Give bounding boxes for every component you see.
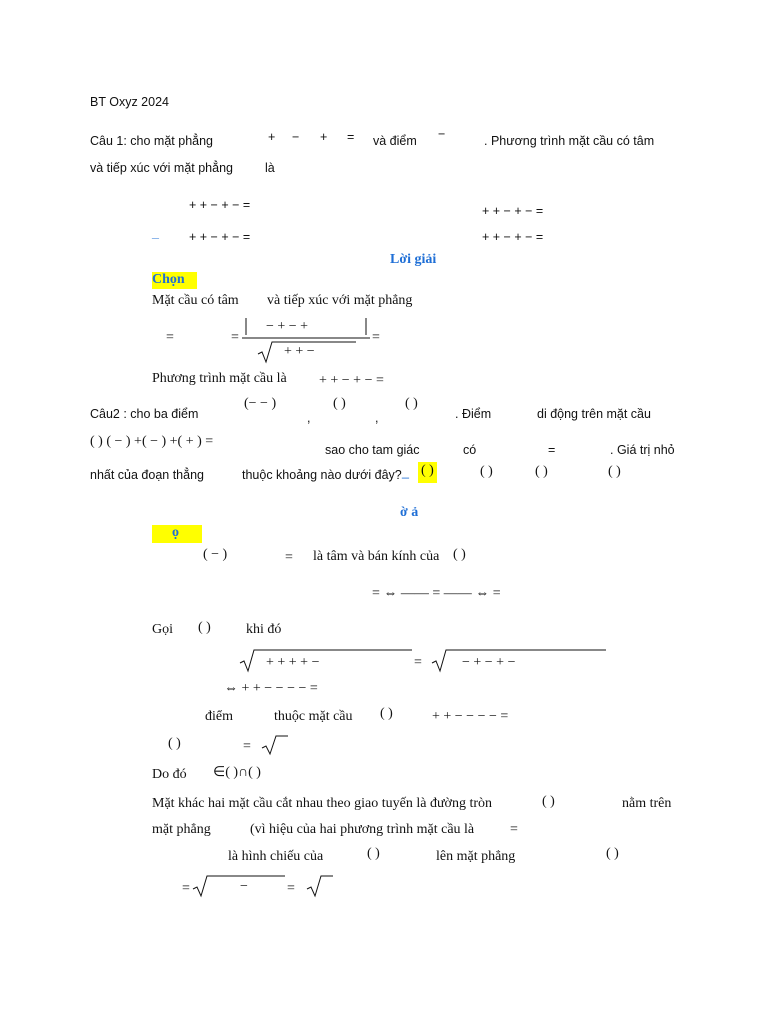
sol2-point-word: điểm bbox=[205, 709, 233, 724]
solution-heading: Lời giải bbox=[390, 252, 437, 267]
sol2-plane-ref: ( ) bbox=[606, 846, 619, 861]
sol2-projection-point: ( ) bbox=[367, 846, 380, 861]
sol2-circle-ref: ( ) bbox=[542, 794, 555, 809]
solution2-heading: ờ ả bbox=[400, 505, 419, 520]
sqrt-right-expr: − + − + − bbox=[462, 655, 516, 670]
q2-blank: _ bbox=[402, 465, 409, 479]
q1-text-la: là bbox=[265, 161, 275, 175]
q1-answer-mark: _ bbox=[152, 226, 159, 240]
sqrt-eq: = bbox=[414, 655, 422, 670]
document-title: BT Oxyz 2024 bbox=[90, 95, 169, 109]
sol2-center: ( − ) bbox=[203, 547, 228, 562]
q2-comma-2: , bbox=[375, 411, 379, 425]
sol2-point-equation: + + − − − − = bbox=[432, 709, 509, 724]
q1-text-line2: và tiếp xúc với mặt phẳng bbox=[90, 161, 233, 175]
radius-sqrt bbox=[262, 734, 292, 756]
sqrt-left-expr: + + + + − bbox=[266, 655, 320, 670]
q2-min-text: . Giá trị nhỏ bbox=[610, 443, 675, 457]
sol2-expanded-line: ⇔ + + − − − − = bbox=[224, 681, 318, 696]
last-sqrt-signs bbox=[193, 874, 343, 900]
sol2-onto-plane: lên mặt phẳng bbox=[436, 849, 516, 864]
q1-plane-op-1: + bbox=[268, 130, 276, 144]
choose-label: Chọn bbox=[152, 272, 197, 289]
sol2-last-eq: = bbox=[182, 881, 190, 896]
q1-option-d: + + − + − = bbox=[482, 230, 544, 244]
q1-option-a: + + − + − = bbox=[189, 198, 251, 212]
sol1-eq2: = bbox=[231, 330, 239, 345]
sol2-plane-reason: (vì hiệu của hai phương trình mặt cầu là bbox=[250, 822, 475, 837]
sol2-line1-text: là tâm và bán kính của bbox=[313, 549, 440, 564]
sol2-goi-text: khi đó bbox=[246, 622, 282, 637]
sol1-result-equation: + + − + − = bbox=[319, 373, 384, 388]
q1-plane-op-2: − bbox=[292, 130, 300, 144]
sol2-goi: Gọi bbox=[152, 622, 173, 637]
q2-label: Câu2 : cho ba điểm bbox=[90, 407, 199, 421]
sol2-point-on-sphere: thuộc mặt cầu bbox=[274, 709, 353, 724]
q2-line3b: thuộc khoảng nào dưới đây? bbox=[242, 468, 402, 482]
q2-point-a: (− − ) bbox=[244, 396, 277, 411]
sol1-line1: Mặt cầu có tâm bbox=[152, 293, 239, 308]
sol2-radius-eq: = bbox=[243, 739, 251, 754]
q2-moving-text: di động trên mặt cầu bbox=[537, 407, 651, 421]
sol2-projection-text: là hình chiếu của bbox=[228, 849, 324, 864]
sol2-goi-point: ( ) bbox=[198, 620, 211, 635]
sol2-radius-paren: ( ) bbox=[168, 736, 181, 751]
sol2-equivalence-line: = ⇔ —— = —— ⇔ = bbox=[372, 586, 501, 601]
q1-text: Câu 1: cho mặt phẳng bbox=[90, 134, 213, 148]
sol1-eq3: = bbox=[372, 330, 380, 345]
q2-so-that: sao cho tam giác bbox=[325, 443, 420, 457]
q1-plane-op-3: + bbox=[320, 130, 328, 144]
sol2-intersection: ∈( )∩( ) bbox=[213, 765, 261, 780]
q2-has: có bbox=[463, 443, 477, 457]
q2-point-word: . Điểm bbox=[455, 407, 492, 421]
q1-text-eq: . Phương trình mặt cầu có tâm bbox=[484, 134, 655, 148]
q2-option-d: ( ) bbox=[608, 464, 621, 479]
sol2-sphere-ref: ( ) bbox=[453, 547, 466, 562]
q1-option-b: + + − + − = bbox=[482, 204, 544, 218]
q2-line3a: nhất của đoạn thẳng bbox=[90, 468, 204, 482]
sol2-plane-word: mặt phẳng bbox=[152, 822, 211, 837]
q1-point-op: − bbox=[438, 127, 446, 141]
sol2-point-sphere-ref: ( ) bbox=[380, 706, 393, 721]
q2-option-c: ( ) bbox=[535, 464, 548, 479]
sol1-result-text: Phương trình mặt cầu là bbox=[152, 371, 287, 386]
q2-point-c: ( ) bbox=[405, 396, 418, 411]
fraction-numerator: − + − + bbox=[266, 319, 309, 334]
sol2-matkhac-text: Mặt khác hai mặt cầu cắt nhau theo giao tuyến là đường tròn bbox=[152, 796, 492, 811]
sol1-line1b: và tiếp xúc với mặt phẳng bbox=[267, 293, 413, 308]
q2-sphere-equation: ( ) ( − ) +( − ) +( + ) = bbox=[90, 434, 214, 449]
sol2-lies-on: nằm trên bbox=[622, 796, 672, 811]
sol2-last-eq2: = bbox=[287, 881, 295, 896]
sol2-dodo: Do đó bbox=[152, 767, 187, 782]
q2-point-b: ( ) bbox=[333, 396, 346, 411]
q1-plane-op-4: = bbox=[347, 130, 355, 144]
q2-comma-1: , bbox=[307, 411, 311, 425]
sol2-last-minus: − bbox=[240, 879, 248, 894]
sol1-eq1: = bbox=[166, 330, 174, 345]
sol2-plane-eq: = bbox=[510, 822, 518, 837]
q1-option-c: + + − + − = bbox=[189, 230, 251, 244]
sol2-eq: = bbox=[285, 550, 293, 565]
choose2-label: ọ bbox=[152, 525, 202, 543]
fraction-denominator: + + − bbox=[284, 344, 315, 359]
q2-option-a-highlighted: ( ) bbox=[418, 462, 437, 483]
q2-option-b: ( ) bbox=[480, 464, 493, 479]
q1-text-point: và điểm bbox=[373, 134, 417, 148]
q2-eq: = bbox=[548, 443, 556, 457]
